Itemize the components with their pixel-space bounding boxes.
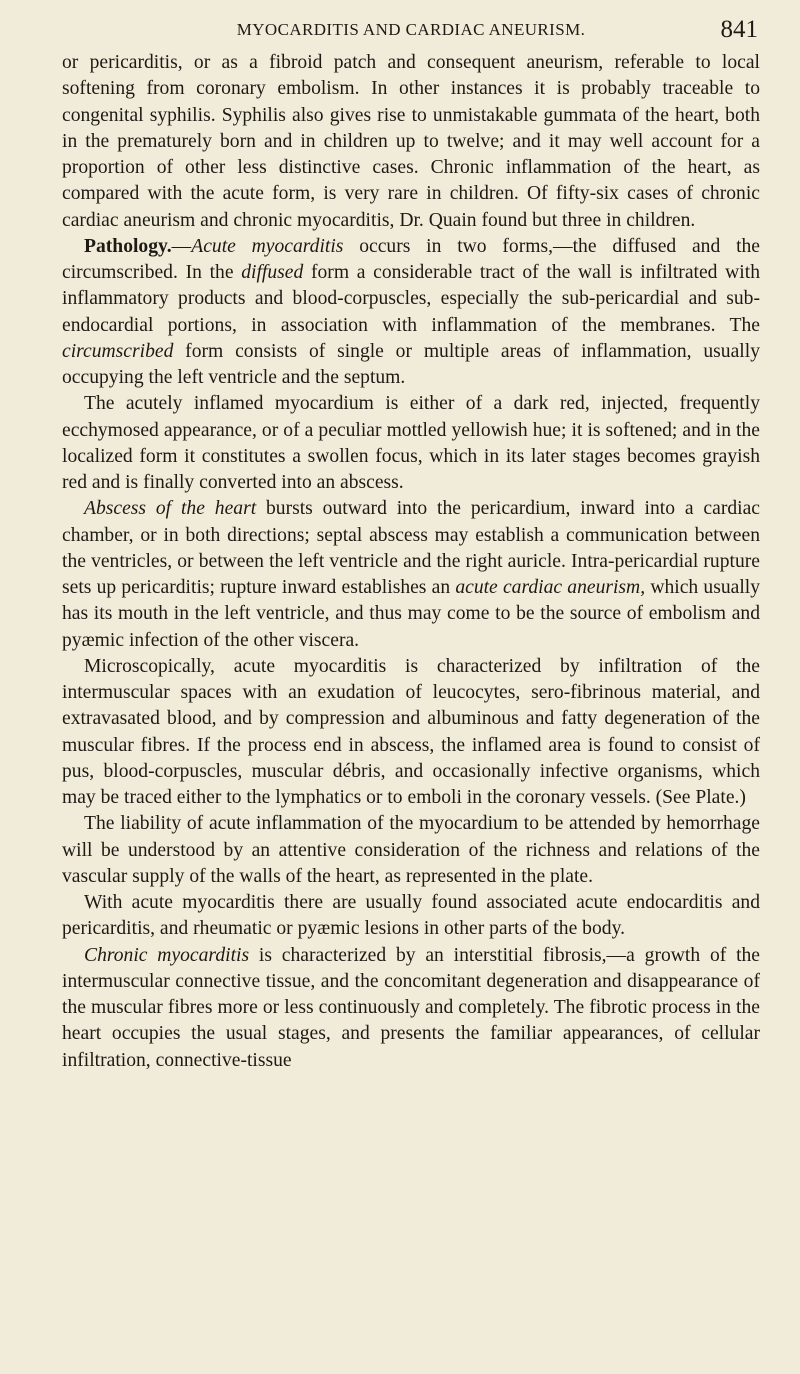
text-run: occurs in two forms,—the diffused and the circumscribed. In the bbox=[62, 235, 761, 283]
text-run: — bbox=[171, 235, 192, 257]
paragraph-5: Microscopically, acute myocarditis is characterized by infiltration of the intermuscular spaces with an exudation of leucocytes, sero-fibrinous material, and extravasated blood, and by compression and albuminous and fatty degeneration of the muscular fibres. If the process end in abscess, the inflamed area is found to consist of pus, blood-corpuscles, muscular débris, and occasionally infective organisms, which may be traced either to the lymphatics or to emboli in the coronary vessels. (See Plate.) bbox=[62, 655, 760, 808]
italic-term: diffused bbox=[241, 262, 304, 283]
italic-term: Abscess of the heart bbox=[84, 498, 257, 520]
text-run: which usually has its mouth in the left ventricle, and thus may come to be the source of embolism and pyæmic infection of the other viscera. bbox=[62, 577, 761, 651]
page-number: 841 bbox=[720, 16, 758, 43]
text-run: form a considerable tract of the wall is infiltrated with inflammatory products and blood-corpuscles, especially the sub-pericardial and sub-endocardial portions, in association with inflammation of the membranes. The bbox=[62, 262, 760, 336]
text-run: is characterized by an interstitial fibrosis,—a growth of the intermuscular connective tissue, and the concomitant degeneration and disappearance of the muscular fibres more or less continuously and completely. The fibrotic process in the heart occupies the usual stages, and presents the familiar appearances, of cellular infiltration, connective-tissue bbox=[62, 944, 761, 1071]
paragraph-3: The acutely inflamed myocardium is either of a dark red, injected, frequently ecchymosed appearance, or of a peculiar mottled yellowish hue; it is softened; and in the localized form it constitutes a swollen focus, which in its later stages becomes grayish red and is finally converted into an abscess. bbox=[62, 393, 760, 493]
paragraph-abscess bbox=[62, 496, 760, 654]
paragraph-1: or pericarditis, or as a fibroid patch and consequent aneurism, referable to local softening from coronary embolism. In other instances it is probably traceable to congenital syphilis. Syphilis also gives rise to unmistakable gummata of the heart, both in the prematurely born and in children up to twelve; and it may well account for a proportion of other less distinctive cases. Chronic inflammation of the heart, as compared with the acute form, is very rare in children. Of fifty-six cases of chronic cardiac aneurism and chronic myocarditis, Dr. Quain found but three in children. bbox=[62, 52, 760, 231]
paragraph-chronic bbox=[62, 943, 760, 1074]
paragraph-6: The liability of acute inflammation of the myocardium to be attended by hemorrhage will be understood by an attentive consideration of the richness and relations of the vascular supply of the walls of the heart, as represented in the plate. bbox=[62, 813, 760, 887]
text-run: form consists of single or multiple areas of inflammation, usually occupying the left ventricle and the septum. bbox=[62, 340, 760, 388]
running-title: MYOCARDITIS AND CARDIAC ANEURISM. bbox=[236, 20, 586, 39]
paragraph-7: With acute myocarditis there are usually found associated acute endocarditis and pericarditis, and rheumatic or pyæmic lesions in other parts of the body. bbox=[62, 892, 760, 940]
italic-term: acute cardiac aneurism, bbox=[455, 577, 646, 598]
section-heading-pathology: Pathology. bbox=[84, 235, 172, 257]
italic-term: circumscribed bbox=[62, 340, 174, 362]
text-run: bursts outward into the pericardium, inward into a cardiac chamber, or in both directions; septal abscess may establish a communication between the ventricles, or between the left ventricle and the right auricle. Intra-pericardial rupture sets up pericarditis; rupture inward establishes an bbox=[62, 498, 760, 598]
body-text bbox=[62, 50, 760, 1074]
paragraph-pathology bbox=[62, 234, 760, 392]
italic-term: Acute myocarditis bbox=[191, 235, 344, 257]
italic-term: Chronic myocarditis bbox=[84, 944, 250, 966]
page-header bbox=[60, 14, 762, 42]
